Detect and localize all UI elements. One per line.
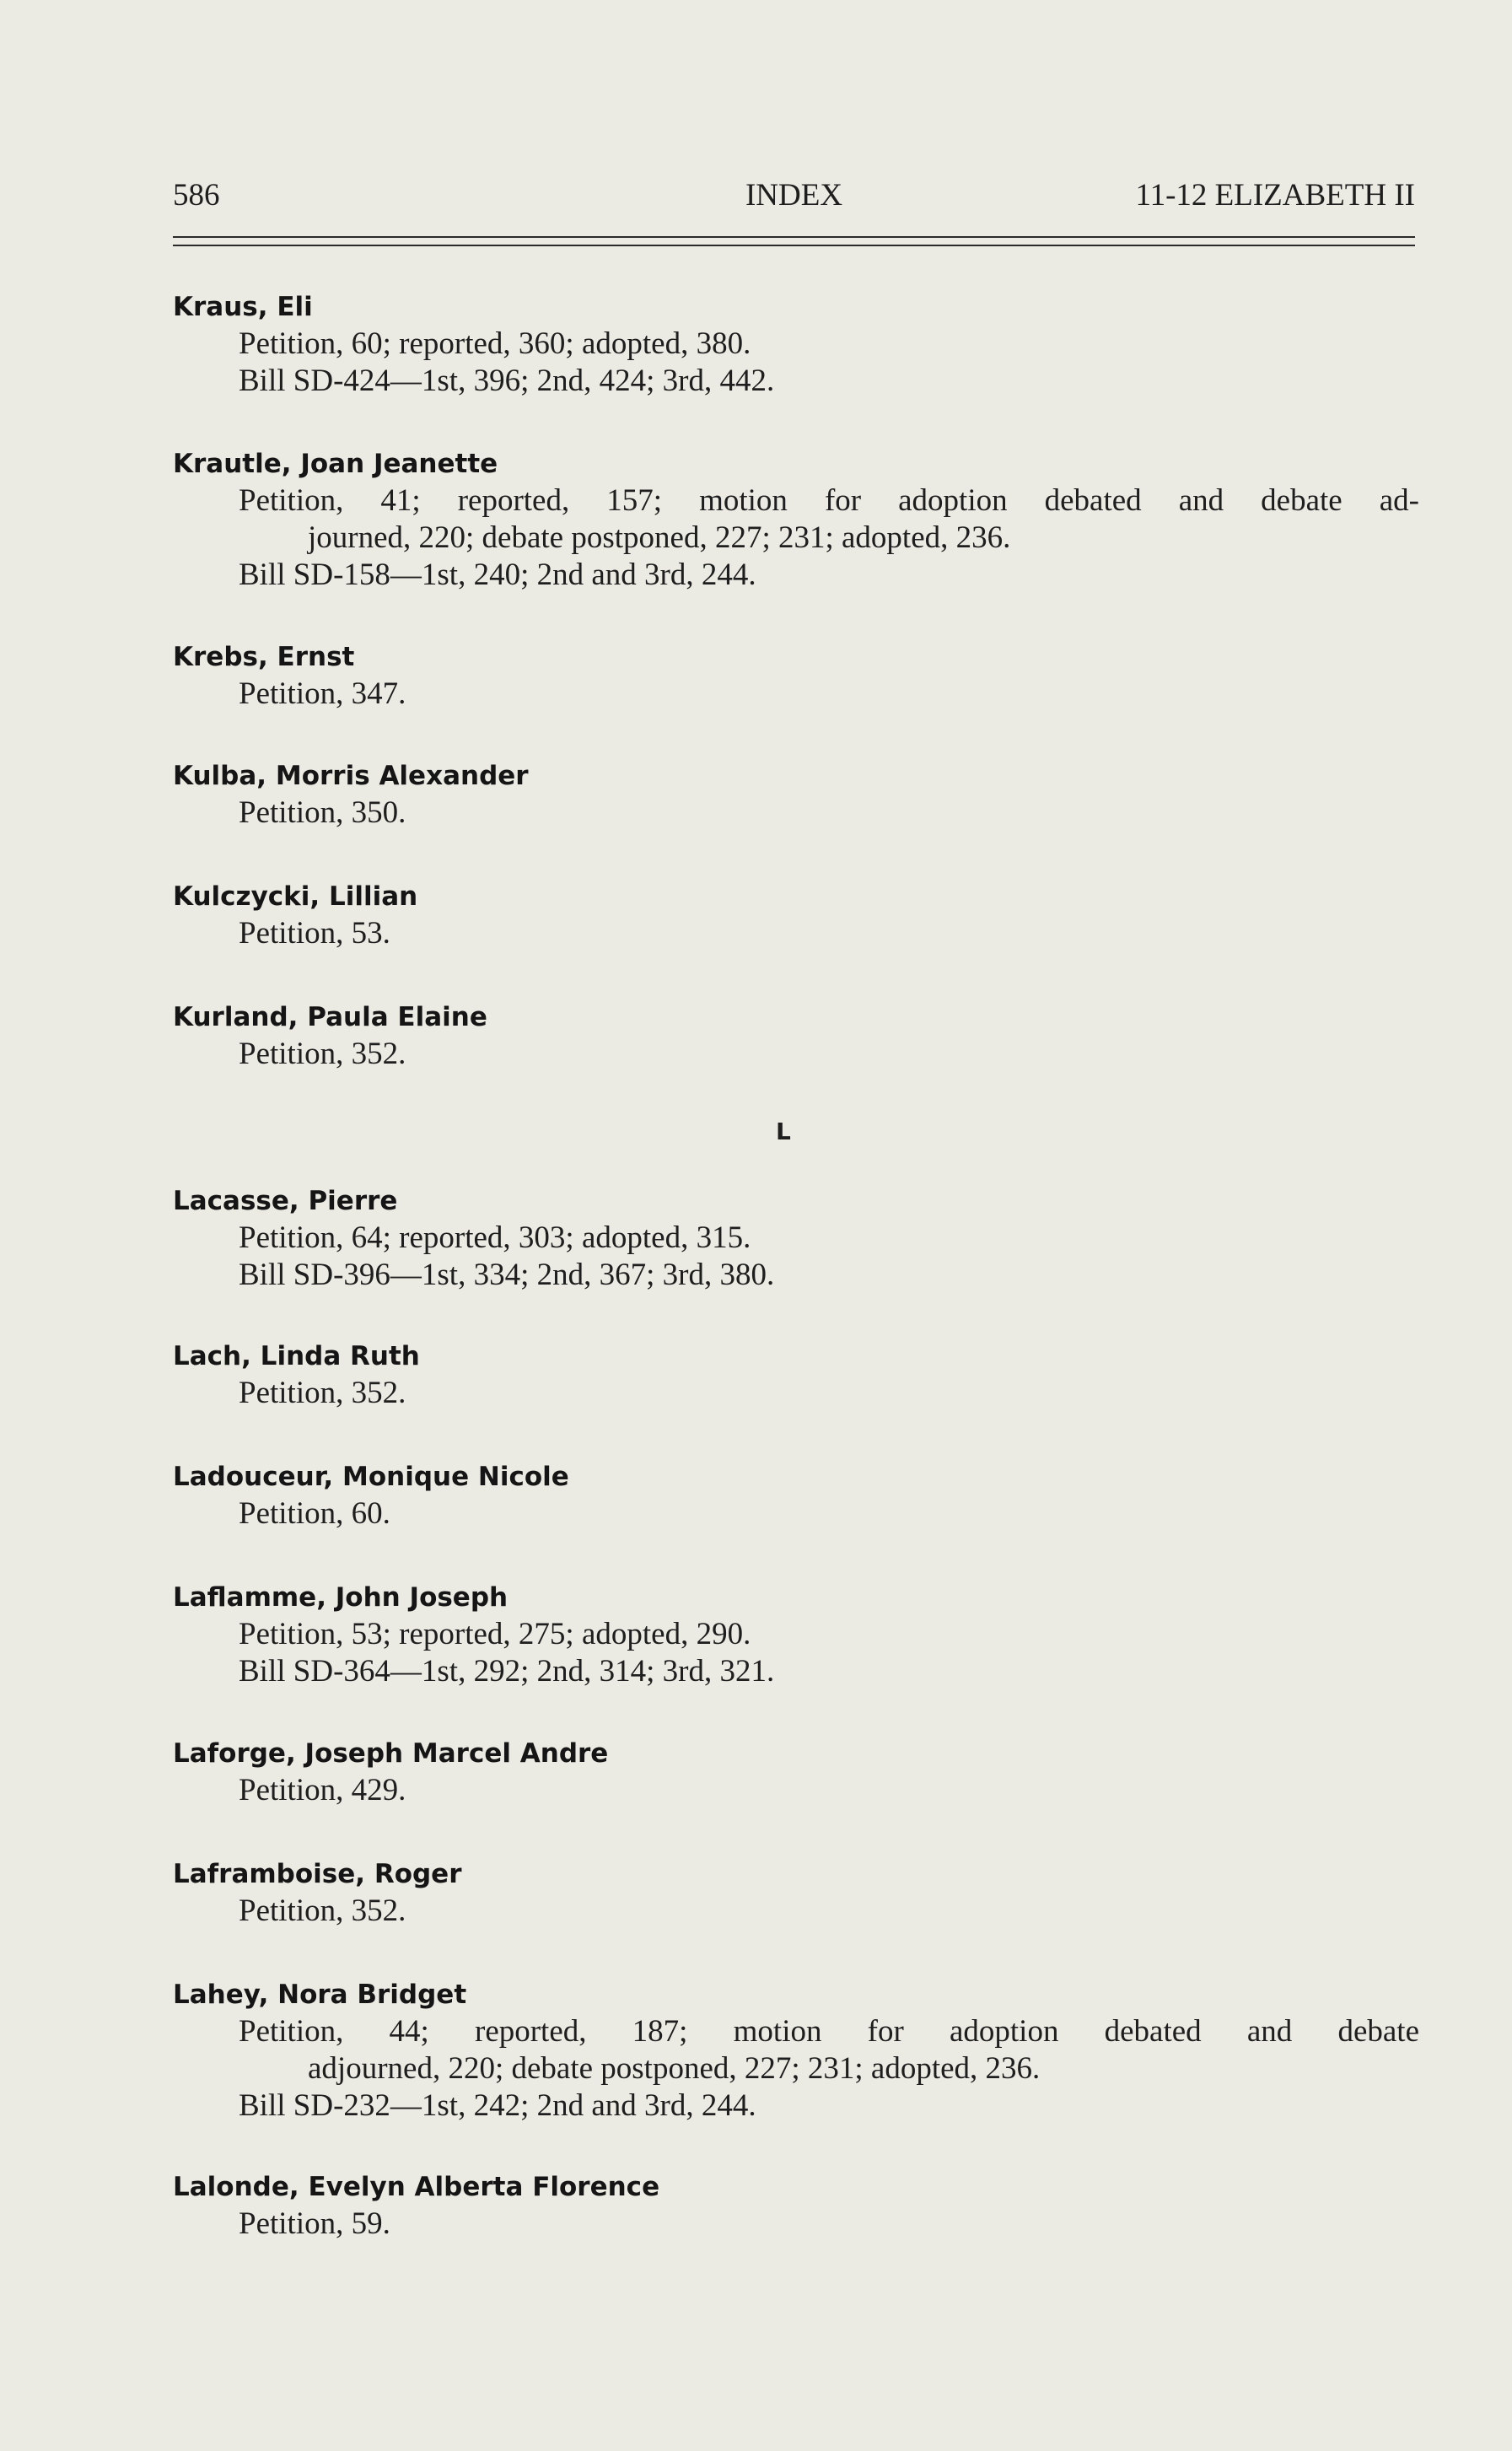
entry-continuation-line: journed, 220; debate postponed, 227; 231; adopted, 236. [308, 520, 1011, 555]
entry-name: Kulba, Morris Alexander [173, 761, 529, 791]
page-number: 586 [173, 178, 220, 213]
index-entry-kraus [173, 288, 1419, 400]
volume-title: 11-12 ELIZABETH II [1135, 178, 1415, 213]
entry-petition-line: Petition, 352. [239, 1037, 406, 1071]
entry-bill-line: Bill SD-232—1st, 242; 2nd and 3rd, 244. [239, 2088, 756, 2123]
entry-petition-line: Petition, 60; reported, 360; adopted, 380. [239, 326, 751, 361]
entry-name: Krautle, Joan Jeanette [173, 449, 498, 479]
index-entry-kurland [173, 999, 1419, 1073]
entry-petition-line: Petition, 350. [239, 795, 406, 830]
index-entry-krautle [173, 445, 1419, 594]
entry-name: Lahey, Nora Bridget [173, 1980, 467, 2010]
section-title: INDEX [745, 178, 843, 213]
entry-name: Kraus, Eli [173, 292, 313, 322]
entry-bill-line: Bill SD-424—1st, 396; 2nd, 424; 3rd, 442. [239, 364, 775, 398]
index-entry-laframboise [173, 1856, 1419, 1930]
entry-name: Kulczycki, Lillian [173, 881, 418, 912]
entry-bill-line: Bill SD-396—1st, 334; 2nd, 367; 3rd, 380. [239, 1258, 775, 1292]
entry-name: Laflamme, John Joseph [173, 1582, 508, 1613]
entry-bill-line: Bill SD-158—1st, 240; 2nd and 3rd, 244. [239, 558, 756, 592]
entry-petition-line: Petition, 347. [239, 676, 406, 711]
index-entry-kulczycki [173, 878, 1419, 952]
entry-petition-line: Petition, 44; reported, 187; motion for adoption debated and debate [239, 2014, 1419, 2049]
entry-petition-line: Petition, 60. [239, 1496, 390, 1531]
entry-petition-line: Petition, 352. [239, 1893, 406, 1928]
entry-petition-line: Petition, 64; reported, 303; adopted, 315. [239, 1220, 751, 1255]
entry-petition-line: Petition, 59. [239, 2206, 390, 2241]
header-double-rule [173, 236, 1415, 246]
entry-petition-line: Petition, 429. [239, 1773, 406, 1807]
index-entry-laflamme [173, 1579, 1419, 1690]
entry-name: Ladouceur, Monique Nicole [173, 1462, 569, 1492]
entry-petition-line: Petition, 53; reported, 275; adopted, 290. [239, 1617, 751, 1651]
index-entry-laforge [173, 1735, 1419, 1809]
index-entry-krebs [173, 638, 1419, 713]
index-entry-lach [173, 1338, 1419, 1412]
entry-petition-line: Petition, 41; reported, 157; motion for adoption debated and debate ad- [239, 483, 1419, 518]
section-letter: L [776, 1118, 791, 1145]
entry-name: Kurland, Paula Elaine [173, 1002, 487, 1032]
entry-name: Laforge, Joseph Marcel Andre [173, 1738, 609, 1769]
index-entry-kulba [173, 757, 1419, 832]
index-entry-lalonde [173, 2168, 1419, 2243]
entry-name: Lach, Linda Ruth [173, 1341, 420, 1371]
running-head [173, 177, 1415, 219]
entry-petition-line: Petition, 53. [239, 916, 390, 951]
entry-continuation-line: adjourned, 220; debate postponed, 227; 231; adopted, 236. [308, 2051, 1041, 2086]
entry-name: Krebs, Ernst [173, 642, 355, 672]
entry-name: Lalonde, Evelyn Alberta Florence [173, 2172, 660, 2202]
index-entry-ladouceur [173, 1458, 1419, 1533]
entry-bill-line: Bill SD-364—1st, 292; 2nd, 314; 3rd, 321. [239, 1654, 775, 1689]
entry-name: Laframboise, Roger [173, 1859, 462, 1889]
index-entry-lacasse [173, 1182, 1419, 1294]
entry-petition-line: Petition, 352. [239, 1376, 406, 1410]
entry-name: Lacasse, Pierre [173, 1186, 398, 1216]
index-entry-lahey [173, 1976, 1419, 2125]
